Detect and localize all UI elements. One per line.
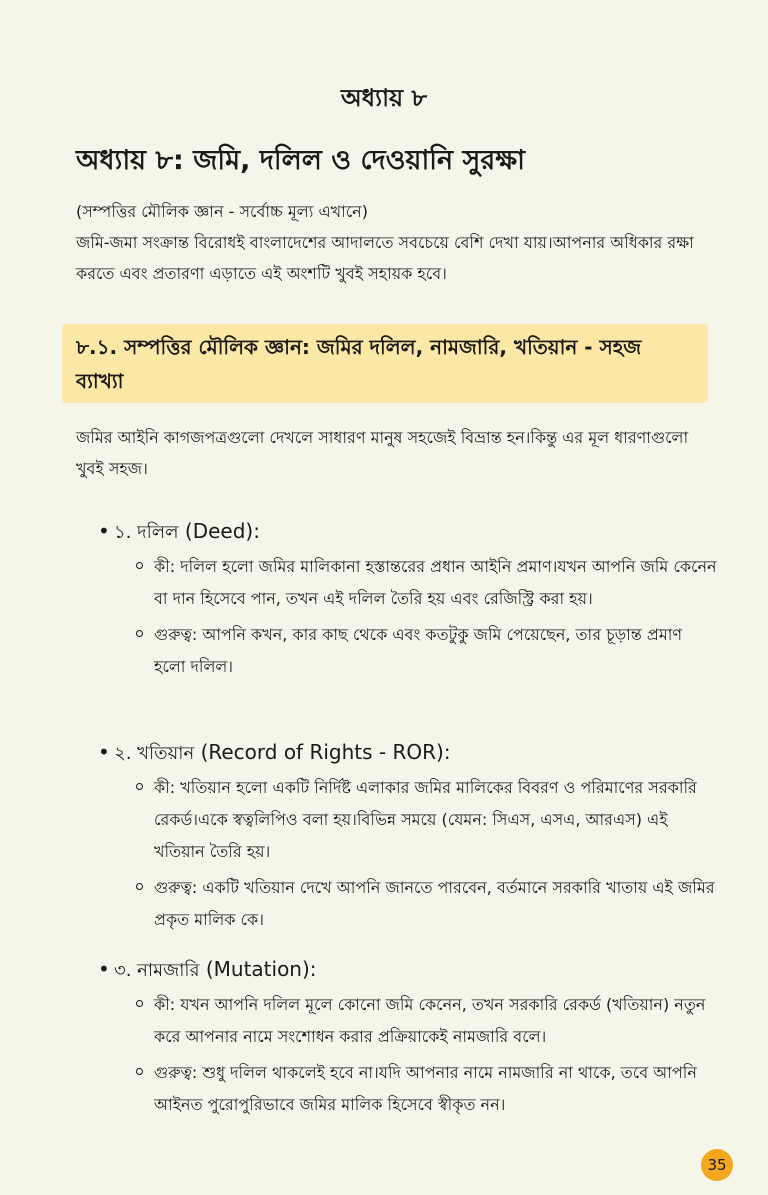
intro-text: জমি-জমা সংক্রান্ত বিরোধই বাংলাদেশের আদালতে সবচেয়ে বেশি দেখা যায়।আপনার অধিকার রক্ষা করতে এবং প্রতারণা এড়াতে এই অংশটি খুবই সহায়ক হবে। xyxy=(76,233,694,283)
chapter-title: অধ্যায় ৮: জমি, দলিল ও দেওয়ানি সুরক্ষা xyxy=(76,145,525,176)
term-importance-text: গুরুত্ব: একটি খতিয়ান দেখে আপনি জানতে পারবেন, বর্তমানে সরকারি খাতায় এই জমির প্রকৃত মালিক কে। xyxy=(154,878,715,929)
page-number-badge: 35 xyxy=(701,1149,733,1181)
term-what-text: কী: যখন আপনি দলিল মূলে কোনো জমি কেনেন, তখন সরকারি রেকর্ড (খতিয়ান) নতুন করে আপনার নামে সংশোধন করার প্রক্রিয়াকেই নামজারি বলে। xyxy=(154,995,706,1046)
term-mutation xyxy=(98,953,718,1125)
term-what-text: কী: খতিয়ান হলো একটি নির্দিষ্ট এলাকার জমির মালিকের বিবরণ ও পরিমাণের সরকারি রেকর্ড।একে স্বত্বলিপিও বলা হয়।বিভিন্ন সময়ে (যেমন: সিএস, এসএ, আরএস) এই খতিয়ান তৈরি হয়। xyxy=(154,778,697,861)
term-name-bn: ৩. নামজারি xyxy=(114,960,200,981)
term-importance-text: গুরুত্ব: শুধু দলিল থাকলেই হবে না।যদি আপনার নামে নামজারি না থাকে, তবে আপনি আইনত পুরোপুরিভাবে জমির মালিক হিসেবে স্বীকৃত নন। xyxy=(154,1063,697,1114)
intro-subtitle: (সম্পত্তির মৌলিক জ্ঞান - সর্বোচ্চ মূল্য এখানে) xyxy=(76,202,368,221)
term-what xyxy=(98,551,718,615)
term-deed xyxy=(98,515,718,687)
term-details xyxy=(98,772,718,936)
bullet-icon: • xyxy=(98,957,110,981)
term-name-en: (Deed): xyxy=(184,519,260,543)
term-details xyxy=(98,989,718,1121)
term-what xyxy=(98,989,718,1053)
term-importance xyxy=(98,619,718,683)
bullet-icon: • xyxy=(98,740,110,764)
circle-bullet-icon xyxy=(136,562,143,569)
circle-bullet-icon xyxy=(136,630,143,637)
term-record-of-rights xyxy=(98,736,718,940)
term-heading xyxy=(98,953,718,987)
term-what xyxy=(98,772,718,868)
term-heading xyxy=(98,515,718,549)
circle-bullet-icon xyxy=(136,883,143,890)
term-heading xyxy=(98,736,718,770)
section-intro: জমির আইনি কাগজপত্রগুলো দেখলে সাধারণ মানুষ সহজেই বিভ্রান্ত হন।কিন্তু এর মূল ধারণাগুলো খুবই সহজ। xyxy=(76,428,689,478)
term-name-bn: ১. দলিল xyxy=(114,522,179,543)
term-importance xyxy=(98,872,718,936)
chapter-intro xyxy=(76,196,708,289)
term-name-bn: ২. খতিয়ান xyxy=(114,743,195,764)
section-heading: ৮.১. সম্পত্তির মৌলিক জ্ঞান: জমির দলিল, নামজারি, খতিয়ান - সহজ ব্যাখ্যা xyxy=(76,335,642,393)
term-name-en: (Mutation): xyxy=(205,957,317,981)
term-importance-text: গুরুত্ব: আপনি কখন, কার কাছ থেকে এবং কতটুকু জমি পেয়েছেন, তার চূড়ান্ত প্রমাণ হলো দলিল। xyxy=(154,625,683,676)
term-details xyxy=(98,551,718,683)
section-heading-box xyxy=(62,324,708,403)
term-what-text: কী: দলিল হলো জমির মালিকানা হস্তান্তরের প্রধান আইনি প্রমাণ।যখন আপনি জমি কেনেন বা দান হিসেবে পান, তখন এই দলিল তৈরি হয় এবং রেজিস্ট্রি করা হয়। xyxy=(154,557,717,608)
circle-bullet-icon xyxy=(136,783,143,790)
term-importance xyxy=(98,1057,718,1121)
circle-bullet-icon xyxy=(136,1068,143,1075)
chapter-label: অধ্যায় ৮ xyxy=(340,84,428,112)
bullet-icon: • xyxy=(98,519,110,543)
circle-bullet-icon xyxy=(136,1000,143,1007)
term-name-en: (Record of Rights - ROR): xyxy=(200,740,451,764)
